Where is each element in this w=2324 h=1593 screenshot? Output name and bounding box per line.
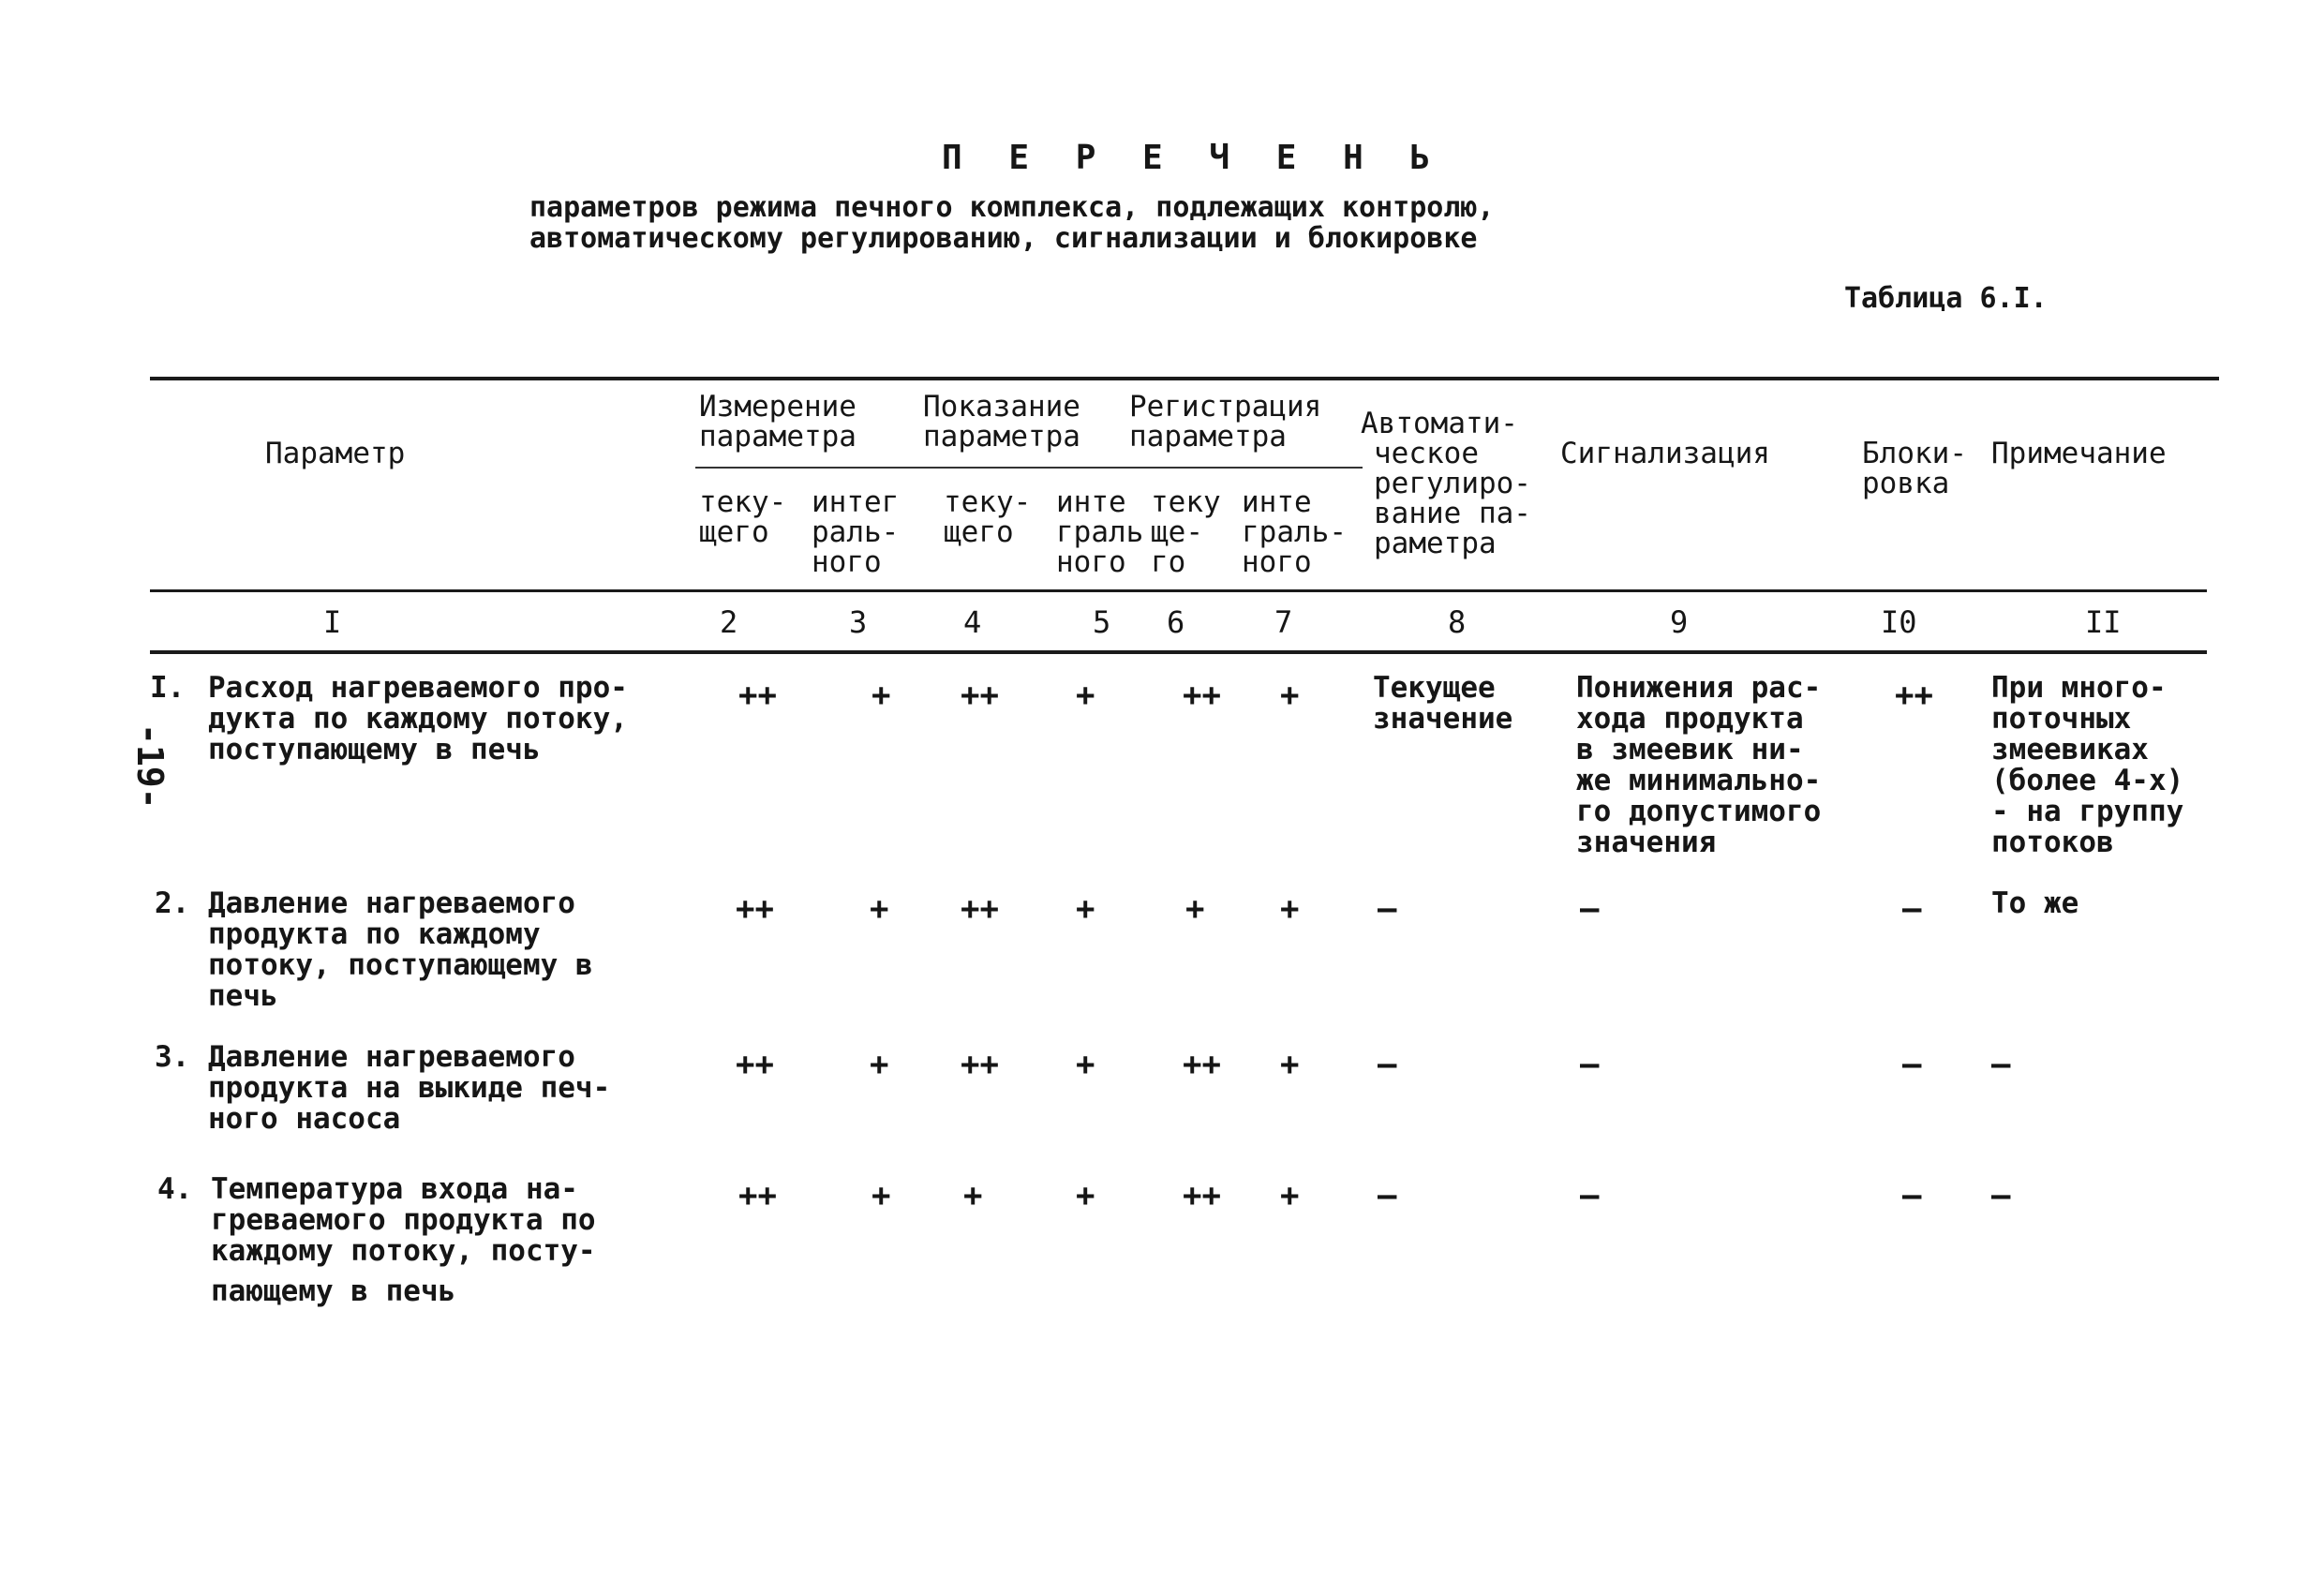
- subheader-col3-3: ного: [812, 545, 882, 579]
- header-bottom-rule: [150, 589, 2207, 592]
- mark-reg-current: ++: [1183, 1177, 1221, 1214]
- signal-text: значения: [1576, 826, 1717, 859]
- note-text: (более 4-х): [1991, 764, 2184, 797]
- mark-reg-integral: +: [1280, 890, 1300, 928]
- auto-reg-text: Текущее: [1373, 671, 1496, 705]
- header-auto-4: вание па-: [1374, 497, 1531, 530]
- col-number-3: 3: [849, 604, 868, 640]
- auto-reg-dash: –: [1378, 1046, 1397, 1083]
- mark-measure-integral: +: [870, 890, 889, 928]
- param-text: Давление нагреваемого: [208, 886, 575, 920]
- document-title: П Е Р Е Ч Е Н Ь: [942, 139, 1444, 177]
- header-group-measure-2: параметра: [699, 420, 857, 454]
- mark-block: ++: [1895, 677, 1933, 714]
- header-block-1: Блоки-: [1862, 437, 1967, 470]
- param-text: каждому потоку, посту-: [211, 1234, 596, 1268]
- table-top-rule: [150, 377, 2219, 380]
- mark-reg-integral: +: [1280, 677, 1300, 714]
- col-number-1: I: [323, 604, 342, 640]
- numbers-bottom-rule: [150, 650, 2207, 654]
- col-number-11: II: [2085, 604, 2122, 640]
- subheader-col4-2: щего: [944, 515, 1014, 549]
- header-group-measure-1: Измерение: [699, 390, 857, 424]
- mark-show-current: ++: [961, 677, 999, 714]
- param-text: Температура входа на-: [211, 1172, 578, 1206]
- group-underline-measure: [695, 467, 1363, 469]
- mark-measure-current: ++: [736, 890, 774, 928]
- mark-show-current: ++: [961, 890, 999, 928]
- col-number-5: 5: [1093, 604, 1111, 640]
- note-text: поточных: [1991, 702, 2132, 736]
- mark-show-current: +: [963, 1177, 983, 1214]
- param-text: продукта по каждому: [208, 917, 541, 951]
- header-note: Примечание: [1991, 437, 2167, 470]
- col-number-6: 6: [1167, 604, 1185, 640]
- signal-text: хода продукта: [1576, 702, 1804, 736]
- mark-reg-current: +: [1185, 890, 1205, 928]
- col-number-8: 8: [1448, 604, 1467, 640]
- signal-dash: –: [1580, 890, 1600, 928]
- mark-show-integral: +: [1076, 1177, 1095, 1214]
- header-group-show-2: параметра: [923, 420, 1080, 454]
- param-text: пающему в печь: [211, 1274, 456, 1308]
- param-text: потоку, поступающему в: [208, 948, 593, 982]
- note-text: - на группу: [1991, 795, 2184, 828]
- mark-show-integral: +: [1076, 1046, 1095, 1083]
- note-dash: –: [1991, 1177, 2011, 1214]
- block-dash: –: [1902, 1177, 1922, 1214]
- signal-text: в змеевик ни-: [1576, 733, 1804, 767]
- header-group-show-1: Показание: [923, 390, 1080, 424]
- col-number-9: 9: [1670, 604, 1689, 640]
- signal-dash: –: [1580, 1046, 1600, 1083]
- note-text: змеевиках: [1991, 733, 2149, 767]
- mark-reg-current: ++: [1183, 1046, 1221, 1083]
- param-text: печь: [208, 979, 278, 1013]
- subheader-col3-1: интег: [812, 485, 900, 519]
- block-dash: –: [1902, 1046, 1922, 1083]
- header-auto-5: раметра: [1374, 527, 1497, 560]
- page-number-margin-note: -19-: [129, 723, 171, 810]
- subheader-col5-2: граль: [1056, 515, 1144, 549]
- mark-reg-integral: +: [1280, 1177, 1300, 1214]
- row-number: I.: [150, 671, 186, 705]
- mark-measure-integral: +: [872, 677, 891, 714]
- subheader-col2-1: теку-: [699, 485, 787, 519]
- mark-show-integral: +: [1076, 890, 1095, 928]
- mark-measure-current: ++: [738, 677, 777, 714]
- col-number-4: 4: [963, 604, 982, 640]
- mark-reg-current: ++: [1183, 677, 1221, 714]
- mark-show-current: ++: [961, 1046, 999, 1083]
- note-text: При много-: [1991, 671, 2167, 705]
- signal-text: же минимально-: [1576, 764, 1822, 797]
- subheader-col3-2: раль-: [812, 515, 900, 549]
- param-text: поступающему в печь: [208, 733, 541, 767]
- document-subtitle-line2: автоматическому регулированию, сигнализации и блокировке: [529, 222, 1478, 255]
- mark-measure-integral: +: [870, 1046, 889, 1083]
- mark-measure-current: ++: [736, 1046, 774, 1083]
- header-auto-1: Автомати-: [1361, 407, 1518, 440]
- note-dash: –: [1991, 1046, 2011, 1083]
- note-text: потоков: [1991, 826, 2114, 859]
- header-parameter: Параметр: [265, 437, 406, 470]
- mark-show-integral: +: [1076, 677, 1095, 714]
- mark-reg-integral: +: [1280, 1046, 1300, 1083]
- subheader-col5-1: инте: [1056, 485, 1126, 519]
- param-text: греваемого продукта по: [211, 1203, 596, 1237]
- subheader-col2-2: щего: [699, 515, 769, 549]
- param-text: ного насоса: [208, 1102, 401, 1136]
- col-number-10: I0: [1881, 604, 1917, 640]
- signal-dash: –: [1580, 1177, 1600, 1214]
- signal-text: го допустимого: [1576, 795, 1822, 828]
- col-number-7: 7: [1274, 604, 1293, 640]
- row-number: 3.: [155, 1040, 190, 1074]
- auto-reg-dash: –: [1378, 1177, 1397, 1214]
- auto-reg-dash: –: [1378, 890, 1397, 928]
- subheader-col6-1: теку: [1151, 485, 1221, 519]
- col-number-2: 2: [720, 604, 738, 640]
- row-number: 4.: [157, 1172, 193, 1206]
- header-group-reg-2: параметра: [1129, 420, 1287, 454]
- auto-reg-text: значение: [1373, 702, 1513, 736]
- header-block-2: ровка: [1862, 467, 1950, 500]
- header-auto-3: регулиро-: [1374, 467, 1531, 500]
- subheader-col6-2: ще-: [1151, 515, 1203, 549]
- table-label: Таблица 6.I.: [1844, 282, 2048, 315]
- document-subtitle-line1: параметров режима печного комплекса, подлежащих контролю,: [529, 191, 1495, 224]
- header-auto-2: ческое: [1374, 437, 1479, 470]
- subheader-col4-1: теку-: [944, 485, 1032, 519]
- param-text: продукта на выкиде печ-: [208, 1071, 611, 1105]
- block-dash: –: [1902, 890, 1922, 928]
- param-text: Расход нагреваемого про-: [208, 671, 628, 705]
- subheader-col7-3: ного: [1242, 545, 1312, 579]
- subheader-col7-1: инте: [1242, 485, 1312, 519]
- header-group-reg-1: Регистрация: [1129, 390, 1322, 424]
- param-text: дукта по каждому потоку,: [208, 702, 628, 736]
- row-number: 2.: [155, 886, 190, 920]
- signal-text: Понижения рас-: [1576, 671, 1822, 705]
- subheader-col7-2: граль-: [1242, 515, 1347, 549]
- header-signal: Сигнализация: [1560, 437, 1770, 470]
- subheader-col5-3: ного: [1056, 545, 1126, 579]
- note-text: То же: [1991, 886, 2079, 920]
- subheader-col6-3: го: [1151, 545, 1186, 579]
- mark-measure-integral: +: [872, 1177, 891, 1214]
- mark-measure-current: ++: [738, 1177, 777, 1214]
- param-text: Давление нагреваемого: [208, 1040, 575, 1074]
